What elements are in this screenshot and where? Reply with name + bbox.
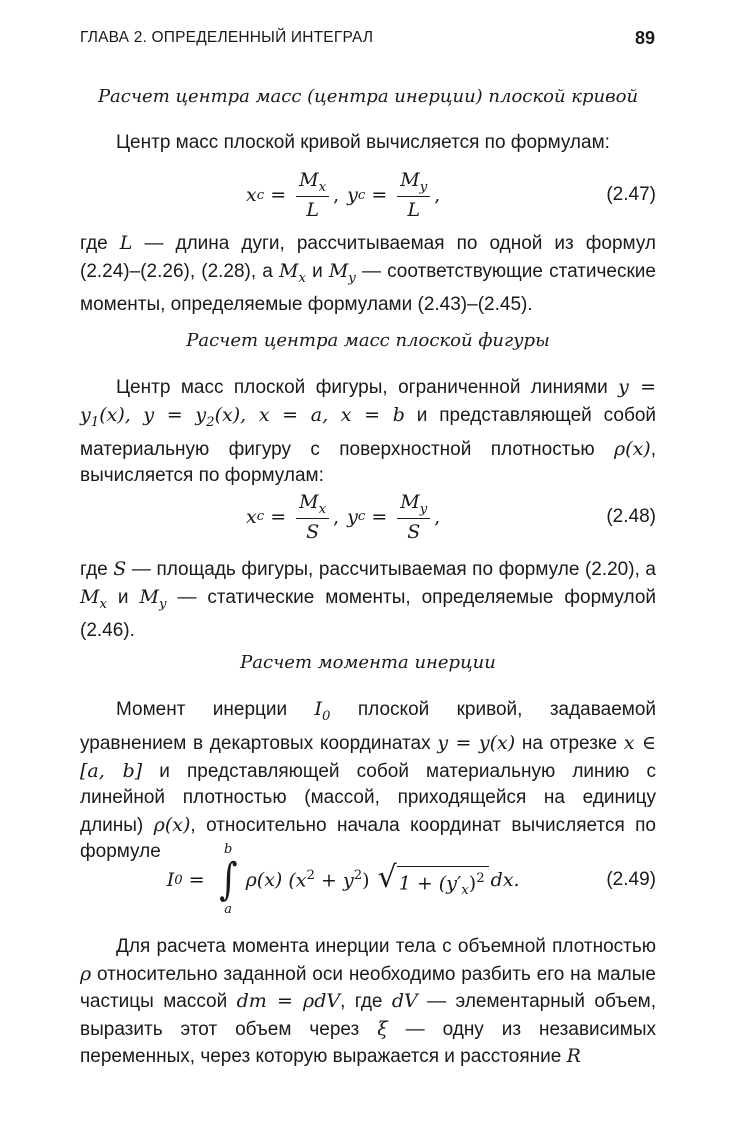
equation-number: (2.48) — [606, 506, 656, 527]
section-3-final-block — [80, 934, 656, 1071]
section-heading-moment-of-inertia: Расчет момента инерции — [240, 652, 496, 673]
square-root: √ $1 + (y'_x)^2$ — [378, 861, 489, 898]
fraction-mx-over-s: $\frac{M_x}{S}$ — [296, 491, 329, 544]
paragraph-figure-explanation: где S — площадь фигуры, рассчитываемая по формуле (2.20), а $M_x$ и $M_y$ — статические моменты, определяемые формулой (2.46). — [80, 558, 656, 641]
section-heading-curve-center: Расчет центра масс (центра инерции) плоской кривой — [97, 86, 639, 107]
equation-body: x c = $\frac{M_x}{L}$ , y c = $\frac{M_y}{L}$ , — [246, 168, 441, 222]
section-1-intro-block — [80, 130, 656, 157]
section-2-after-block — [80, 556, 656, 644]
paragraph-inertia-intro: Момент инерции $I_0$ плоской кривой, задаваемой уравнением в декартовых координатах y = y(x) на отрезке x ∈ [a, b] и представляющей собой материальную линию с линейной плотностью (массой, приходящейся на единицу длины) ρ(x), относительно начала координат вычисляется по формуле — [80, 698, 657, 863]
section-1-heading-block — [80, 86, 656, 107]
fraction-mx-over-l: $\frac{M_x}{L}$ — [296, 169, 329, 222]
chapter-title: ГЛАВА 2. ОПРЕДЕЛЕННЫЙ ИНТЕГРАЛ — [80, 29, 374, 46]
paragraph-curve-explanation: где L — длина дуги, рассчитываемая по одной из формул (2.24)–(2.26), (2.28), а $M_x$ и $M_y$ — соответствующие статические моменты, определяемые формулами (2.43)–(2.45). — [80, 232, 656, 315]
page-number: 89 — [634, 27, 655, 48]
fraction-my-over-s: $\frac{M_y}{S}$ — [397, 491, 430, 544]
section-2-para-block — [80, 374, 656, 490]
equation-number: (2.49) — [606, 869, 656, 890]
section-2-heading-block — [80, 330, 656, 351]
equation-2-47 — [80, 170, 656, 220]
equation-2-49 — [80, 838, 656, 922]
integral-sign: b ∫ a — [218, 842, 238, 917]
section-heading-figure-center: Расчет центра масс плоской фигуры — [186, 330, 550, 351]
equation-body: I 0 = b ∫ a ρ(x) $(x^2 + y^2)$ √ $1 + (y'_x)^2$ dx. — [166, 842, 520, 917]
running-header — [80, 26, 655, 50]
section-1-after-block — [80, 230, 656, 318]
paragraph-figure-intro: Центр масс плоской фигуры, ограниченной линиями $y = y_1(x)$, $y = y_2(x)$, x = a, x = b и представляющей собой материальную фигуру с поверхностной плотностью ρ(x), вычисляется по формулам: — [80, 376, 657, 487]
equation-body: x c = $\frac{M_x}{S}$ , y c = $\frac{M_y}{S}$ , — [246, 490, 441, 544]
equation-number: (2.47) — [606, 184, 656, 205]
section-3-heading-block — [80, 652, 656, 673]
paragraph-body-inertia: Для расчета момента инерции тела с объемной плотностью ρ относительно заданной оси необходимо разбить его на малые частицы массой dm = ρdV, где dV — элементарный объем, выразить этот объем через ξ — одну из независимых переменных, через которую выражается и расстояние R — [80, 936, 656, 1067]
paragraph-curve-intro: Центр масс плоской кривой вычисляется по формулам: — [116, 132, 610, 153]
equation-2-48 — [80, 490, 656, 544]
fraction-my-over-l: $\frac{M_y}{L}$ — [397, 169, 430, 222]
